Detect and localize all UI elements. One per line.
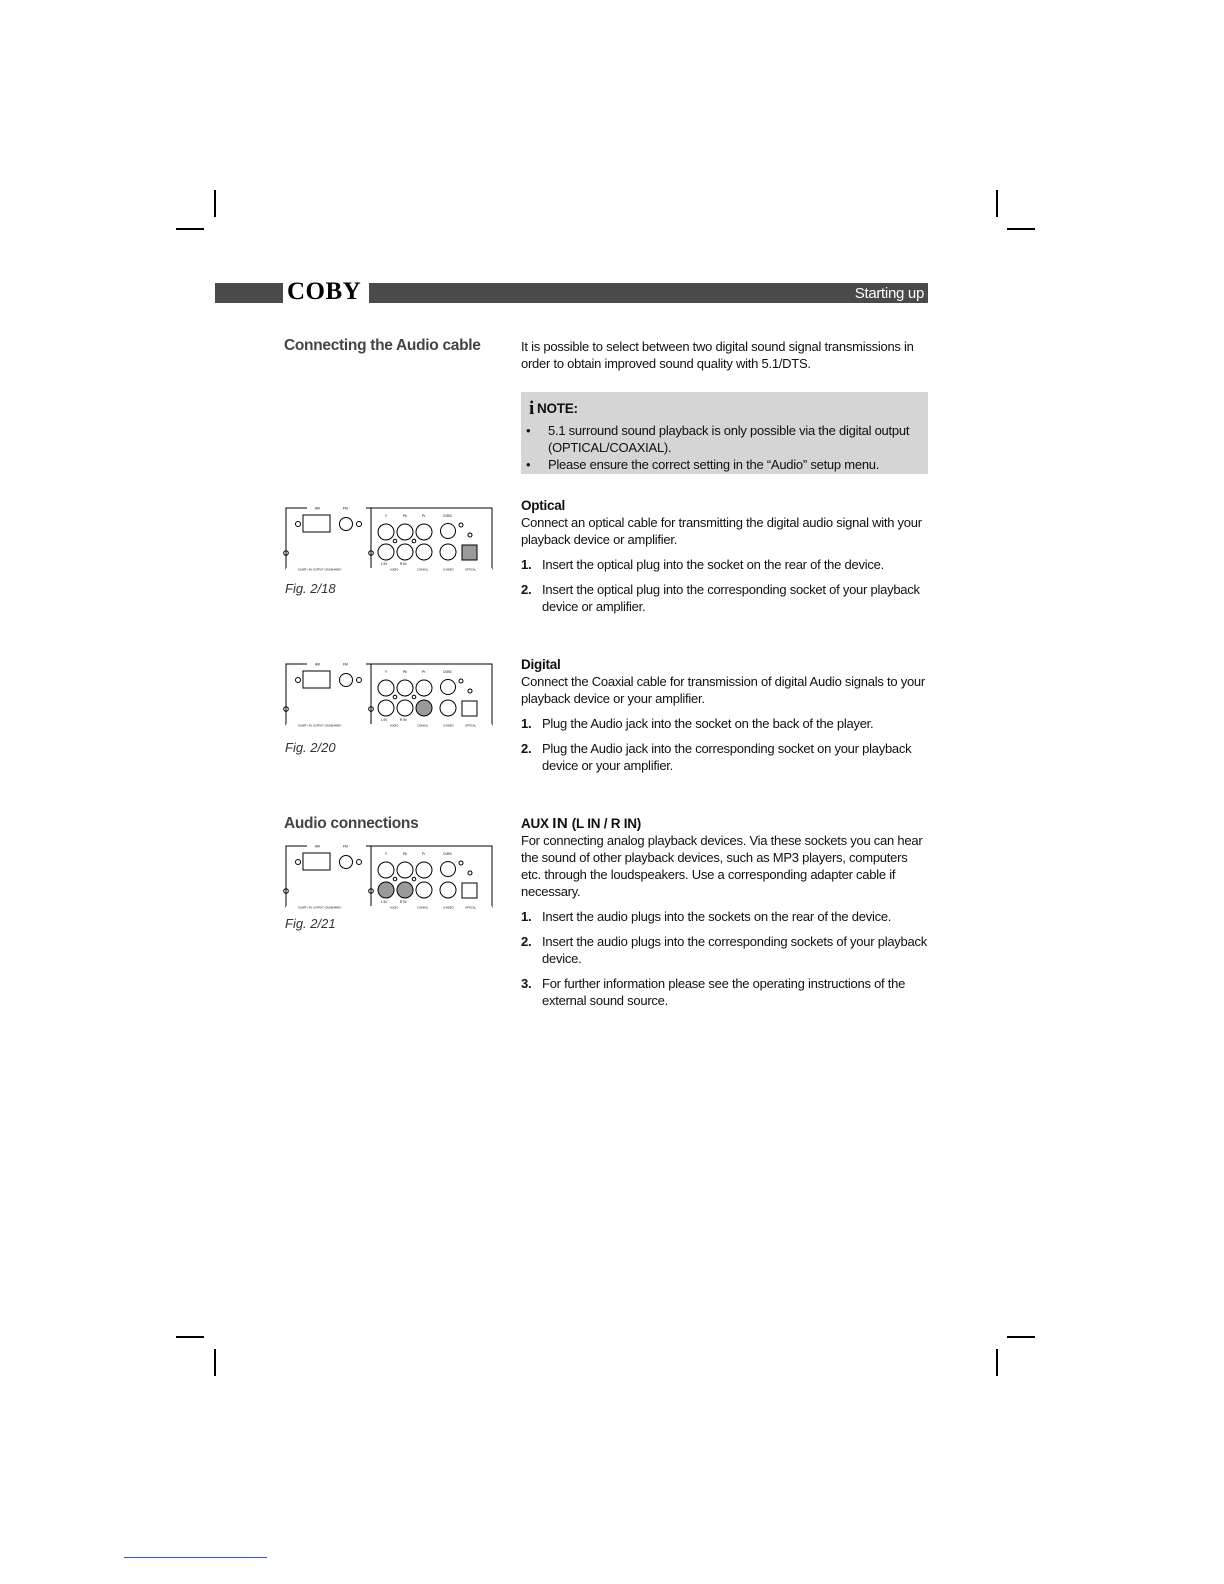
crop-mark-bottom-right-v xyxy=(996,1349,998,1376)
svideo-label: S-VIDEO xyxy=(443,906,454,910)
am-antenna-socket xyxy=(303,515,330,532)
step-item: 1. Insert the optical plug into the socket on the rear of the device. xyxy=(521,557,884,572)
step-item: 2. Insert the audio plugs into the corresponding sockets of your playback device. xyxy=(521,934,928,966)
bullet-icon: • xyxy=(526,423,531,438)
screw xyxy=(296,678,301,683)
rear-panel-diagram-aux xyxy=(283,842,495,912)
video-socket xyxy=(416,680,432,696)
heading-audio-cable: Connecting the Audio cable xyxy=(284,337,481,354)
note-box xyxy=(521,392,928,474)
aux-in-steps xyxy=(521,908,929,1009)
video-socket xyxy=(378,680,394,696)
step-item: 2. Insert the optical plug into the corresponding socket of your playback device or amplifier. xyxy=(521,582,920,614)
y-label: Y xyxy=(385,514,388,518)
note-title: NOTE: xyxy=(537,401,578,416)
optical-steps xyxy=(521,556,929,615)
audio-in-socket xyxy=(397,544,413,560)
svideo-label: S-VIDEO xyxy=(443,724,454,728)
heading-audio-connections: Audio connections xyxy=(284,815,419,832)
svideo-socket xyxy=(440,544,456,560)
svideo-socket xyxy=(440,882,456,898)
cvbs-socket xyxy=(441,524,456,539)
scart-label: SCART / AV OUTPUT / DUKEHAREY xyxy=(298,906,342,910)
fm-label: FM xyxy=(343,506,348,511)
screw xyxy=(357,678,362,683)
rin-label: R IN xyxy=(400,718,407,722)
video-socket xyxy=(378,862,394,878)
small-hole xyxy=(393,695,397,699)
aux-in-body: For connecting analog playback devices. Via these sockets you can hear the sound of other playback devices, such as MP3 players, computers etc. through the loudspeakers. Use a corresponding adapter cable if necessary. xyxy=(521,833,923,899)
digital-body: Connect the Coaxial cable for transmission of digital Audio signals to your playback device or your amplifier. xyxy=(521,674,925,706)
coaxial-socket xyxy=(416,882,432,898)
pr-label: Pr xyxy=(422,670,426,674)
crop-mark-top-left-v xyxy=(214,190,216,217)
am-label: AM xyxy=(315,506,320,511)
fm-label: FM xyxy=(343,662,348,667)
svideo-label: S-VIDEO xyxy=(443,568,454,572)
coaxial-label: COAXIAL xyxy=(417,568,429,572)
note-item: • Please ensure the correct setting in the “Audio” setup menu. xyxy=(526,457,880,472)
optical-label: OPTICAL xyxy=(465,724,477,728)
small-hole xyxy=(459,861,463,865)
fm-label: FM xyxy=(343,844,348,849)
step-item: 3. For further information please see the operating instructions of the external sound source. xyxy=(521,976,906,1008)
coaxial-label: COAXIAL xyxy=(417,906,429,910)
optical-title: Optical xyxy=(521,498,566,513)
fm-antenna-socket xyxy=(340,674,353,687)
coaxial-label: COAXIAL xyxy=(417,724,429,728)
intro-paragraph xyxy=(521,338,929,372)
coaxial-socket xyxy=(416,544,432,560)
video-socket xyxy=(378,524,394,540)
pb-label: Pb xyxy=(403,852,407,856)
video-socket xyxy=(397,680,413,696)
small-hole xyxy=(412,539,416,543)
optical-socket xyxy=(462,883,477,898)
note-item: • 5.1 surround sound playback is only possible via the digital output (OPTICAL/COAXIAL). xyxy=(526,423,910,455)
header-bar-right xyxy=(369,283,928,303)
step-item: 2. Plug the Audio jack into the corresponding socket on your playback device or your amplifier. xyxy=(521,741,912,773)
step-item: 1. Insert the audio plugs into the sockets on the rear of the device. xyxy=(521,909,892,924)
audio-in-socket xyxy=(378,700,394,716)
optical-socket xyxy=(462,545,477,560)
svideo-socket xyxy=(440,700,456,716)
figure-caption-digital: Fig. 2/20 xyxy=(285,740,336,755)
screw xyxy=(296,522,301,527)
lin-label: L IN xyxy=(381,562,387,566)
cvbs-socket xyxy=(441,862,456,877)
audio-in-socket xyxy=(397,882,413,898)
crop-mark-top-right-h xyxy=(1007,228,1035,230)
small-hole xyxy=(468,871,472,875)
pr-label: Pr xyxy=(422,852,426,856)
digital-steps xyxy=(521,715,929,774)
scart-label: SCART / AV OUTPUT / DUKEHAREY xyxy=(298,724,342,728)
video-socket xyxy=(397,862,413,878)
lin-label: L IN xyxy=(381,900,387,904)
pb-label: Pb xyxy=(403,514,407,518)
bottom-underline xyxy=(124,1557,267,1558)
audio-label: AUDIO xyxy=(390,568,399,572)
audio-in-socket xyxy=(397,700,413,716)
screw xyxy=(296,860,301,865)
rear-panel-diagram-coaxial xyxy=(283,660,495,730)
audio-in-socket xyxy=(378,544,394,560)
screw xyxy=(357,522,362,527)
small-hole xyxy=(459,679,463,683)
crop-mark-top-right-v xyxy=(996,190,998,217)
aux-in-title: AUX IN (L IN / R IN) xyxy=(521,815,642,832)
pb-label: Pb xyxy=(403,670,407,674)
crop-mark-bottom-left-h xyxy=(176,1336,204,1338)
video-socket xyxy=(416,862,432,878)
bullet-icon: • xyxy=(526,457,531,472)
note-list xyxy=(521,422,921,473)
small-hole xyxy=(393,539,397,543)
pr-label: Pr xyxy=(422,514,426,518)
step-item: 1. Plug the Audio jack into the socket on the back of the player. xyxy=(521,716,874,731)
rear-panel-diagram-optical xyxy=(283,504,495,574)
crop-mark-top-left-h xyxy=(176,228,204,230)
small-hole xyxy=(459,523,463,527)
small-hole xyxy=(468,533,472,537)
audio-label: AUDIO xyxy=(390,906,399,910)
am-antenna-socket xyxy=(303,671,330,688)
scart-label: SCART / AV OUTPUT / DUKEHAREY xyxy=(298,568,342,572)
figure-caption-optical: Fig. 2/18 xyxy=(285,581,336,596)
cvbs-label: CVBS xyxy=(443,514,452,518)
section-title: Starting up xyxy=(854,285,924,302)
y-label: Y xyxy=(385,852,388,856)
coaxial-socket xyxy=(416,700,432,716)
note-heading xyxy=(529,400,578,417)
header-bar-left xyxy=(215,283,283,303)
video-socket xyxy=(416,524,432,540)
section-optical xyxy=(521,497,929,623)
fm-antenna-socket xyxy=(340,518,353,531)
small-hole xyxy=(393,877,397,881)
lin-label: L IN xyxy=(381,718,387,722)
cvbs-label: CVBS xyxy=(443,670,452,674)
intro-text: It is possible to select between two digital sound signal transmissions in order to obtain improved sound quality with 5.1/DTS. xyxy=(521,339,914,371)
am-label: AM xyxy=(315,844,320,849)
am-antenna-socket xyxy=(303,853,330,870)
optical-body: Connect an optical cable for transmitting the digital audio signal with your playback device or amplifier. xyxy=(521,515,922,547)
optical-label: OPTICAL xyxy=(465,568,477,572)
cvbs-socket xyxy=(441,680,456,695)
cvbs-label: CVBS xyxy=(443,852,452,856)
audio-label: AUDIO xyxy=(390,724,399,728)
small-hole xyxy=(468,689,472,693)
brand-logo: COBY xyxy=(287,278,362,305)
optical-label: OPTICAL xyxy=(465,906,477,910)
figure-caption-aux: Fig. 2/21 xyxy=(285,916,336,931)
fm-antenna-socket xyxy=(340,856,353,869)
crop-mark-bottom-left-v xyxy=(214,1349,216,1376)
optical-socket xyxy=(462,701,477,716)
section-aux-in xyxy=(521,815,929,1017)
am-label: AM xyxy=(315,662,320,667)
rin-label: R IN xyxy=(400,900,407,904)
small-hole xyxy=(412,877,416,881)
y-label: Y xyxy=(385,670,388,674)
info-icon: i xyxy=(529,398,535,419)
video-socket xyxy=(397,524,413,540)
screw xyxy=(357,860,362,865)
digital-title: Digital xyxy=(521,657,561,672)
audio-in-socket xyxy=(378,882,394,898)
rin-label: R IN xyxy=(400,562,407,566)
small-hole xyxy=(412,695,416,699)
section-digital xyxy=(521,656,929,782)
crop-mark-bottom-right-h xyxy=(1007,1336,1035,1338)
